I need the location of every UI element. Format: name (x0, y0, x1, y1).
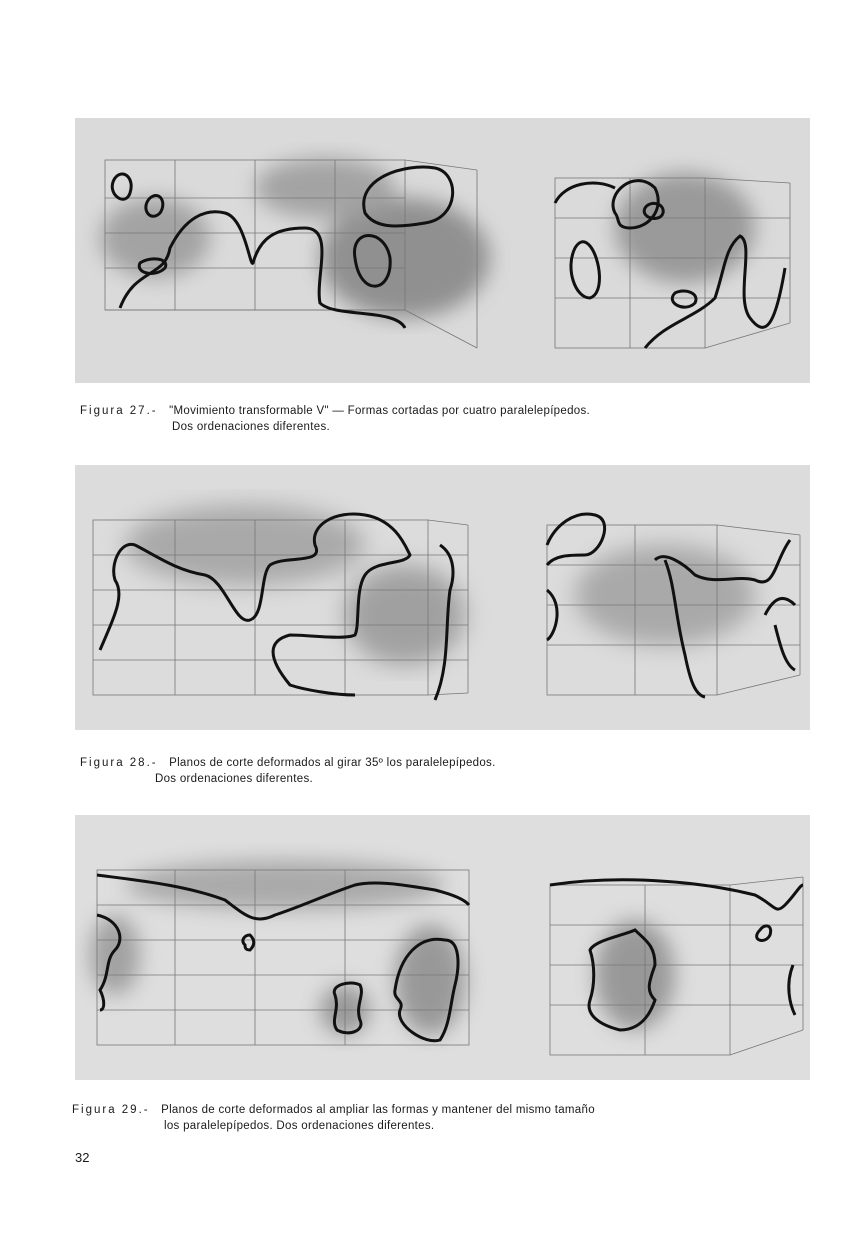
figure-29-caption (72, 1102, 802, 1132)
figure-29-image (75, 815, 810, 1080)
figure-28-image (75, 465, 810, 730)
figure-27-image (75, 118, 810, 383)
figure-29-caption-line2: los paralelepípedos. Dos ordenaciones diferentes. (164, 1120, 435, 1132)
figure-27-caption (80, 403, 800, 433)
figure-29-caption-line1: Planos de corte deformados al ampliar las formas y mantener del mismo tamaño (161, 1104, 595, 1116)
page-number: 32 (75, 1150, 90, 1165)
figure-27-label: Figura 27.- (80, 405, 158, 417)
figure-28-label: Figura 28.- (80, 757, 158, 769)
figure-27-caption-line1: "Movimiento transformable V" — Formas cortadas por cuatro paralelepípedos. (169, 405, 591, 417)
figure-28-caption (80, 755, 800, 785)
figure-29-label: Figura 29.- (72, 1104, 150, 1116)
figure-28-caption-line1: Planos de corte deformados al girar 35º los paralelepípedos. (169, 757, 496, 769)
figure-28-caption-line2: Dos ordenaciones diferentes. (155, 773, 313, 785)
figure-27-caption-line2: Dos ordenaciones diferentes. (172, 421, 330, 433)
